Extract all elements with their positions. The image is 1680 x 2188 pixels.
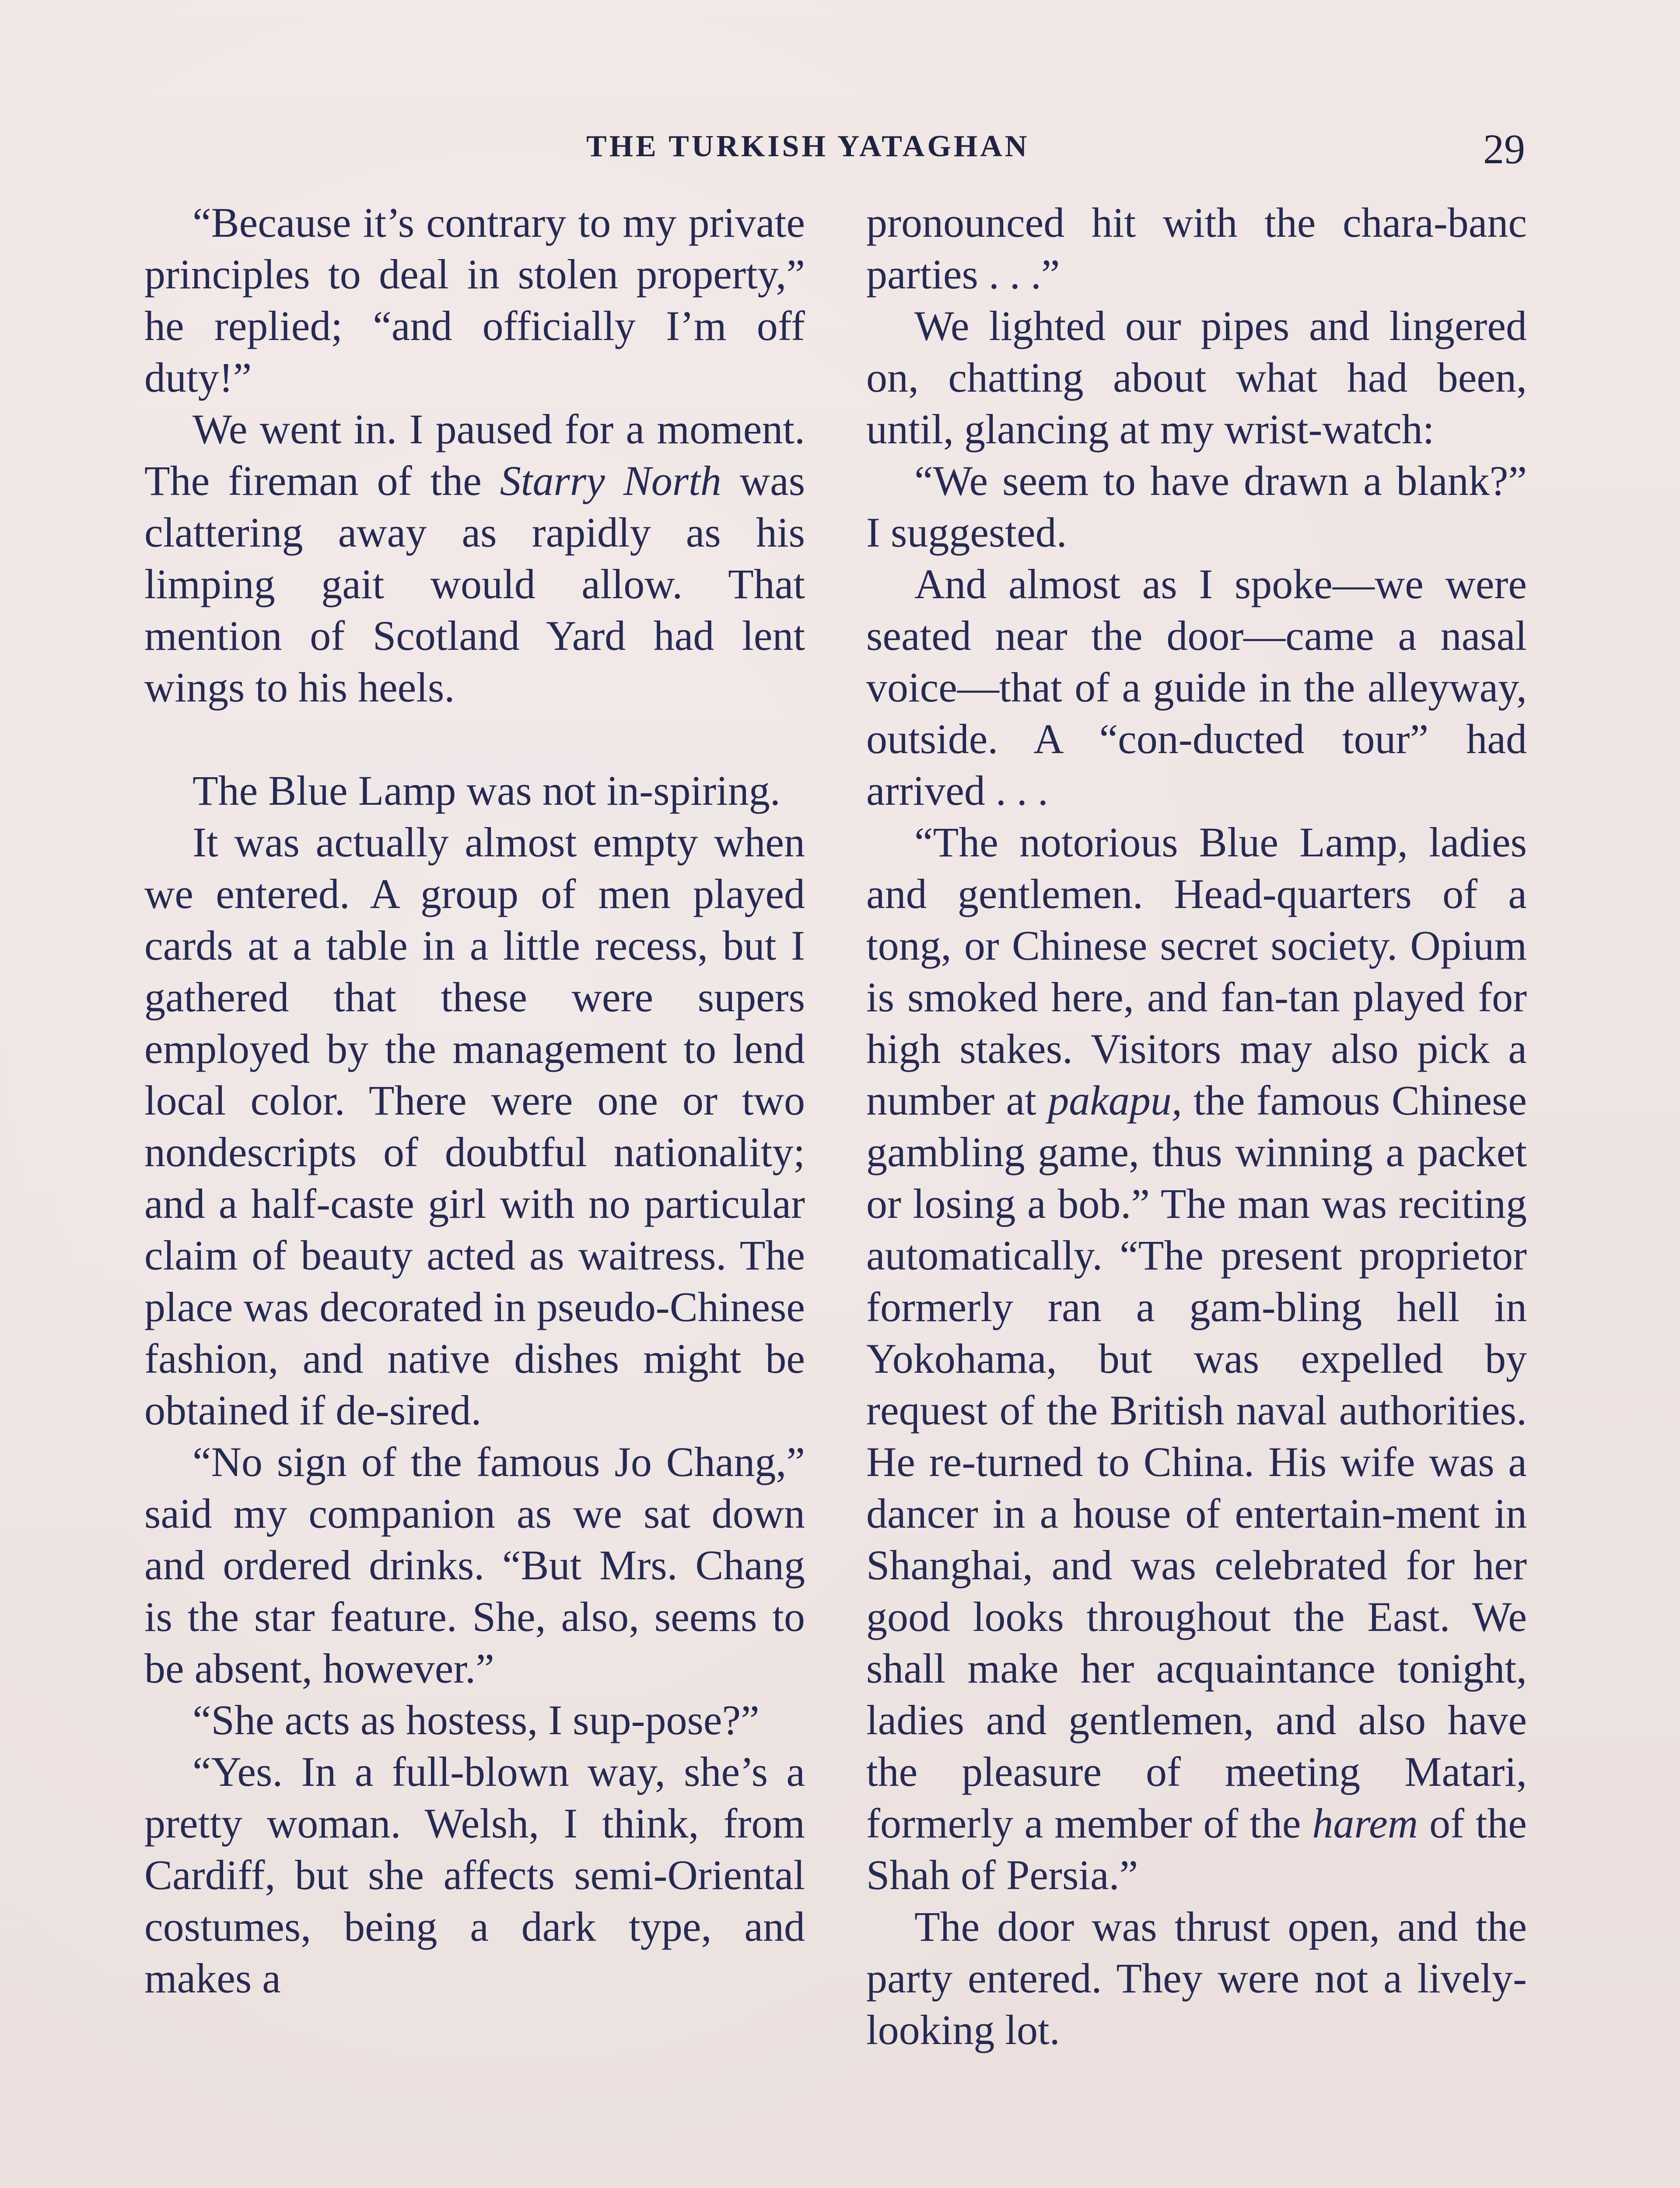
running-title: THE TURKISH YATAGHAN: [586, 130, 1030, 163]
paragraph: [866, 817, 1527, 1901]
paragraph-text: “The notorious Blue Lamp, ladies and gentlemen. Head-quarters of a tong, or Chinese secret society. Opium is smoked here, and fan-tan played for high stakes. Visitors may also pick a number at: [866, 819, 1527, 1124]
paragraph: The door was thrust open, and the party entered. They were not a lively-looking lot.: [866, 1903, 1527, 2053]
page-number: 29: [1483, 126, 1525, 172]
right-text-column: [866, 197, 1527, 2056]
paragraph-text: We went in. I paused for a moment. The fireman of the: [144, 406, 805, 504]
paragraph: “Yes. In a full-blown way, she’s a pretty woman. Welsh, I think, from Cardiff, but she affects semi-Oriental costumes, being a dark type, and makes a: [144, 1748, 805, 2002]
paragraph-text: was clattering away as rapidly as his limping gait would allow. That mention of Scotland Yard had lent wings to his heels.: [144, 457, 805, 711]
italic-word: pakapu,: [1048, 1077, 1182, 1124]
paragraph: pronounced hit with the chara-banc parties . . .”: [866, 199, 1527, 298]
italic-ship-name: Starry North: [500, 457, 721, 504]
paragraph-text: of the Shah of Persia.”: [866, 1800, 1527, 1898]
paragraph: “No sign of the famous Jo Chang,” said my companion as we sat down and ordered drinks. “But Mrs. Chang is the star feature. She, also, seems to be absent, however.”: [144, 1438, 805, 1692]
paragraph: “Because it’s contrary to my private principles to deal in stolen property,” he replied; “and officially I’m off duty!”: [144, 199, 805, 401]
paragraph: [144, 403, 805, 713]
paragraph: It was actually almost empty when we entered. A group of men played cards at a table in a little recess, but I gathered that these were supers employed by the management to lend local color. There were one or two nondescripts of doubtful nationality; and a half-caste girl with no particular claim of beauty acted as waitress. The place was decorated in pseudo-Chinese fashion, and native dishes might be obtained if de-sired.: [144, 819, 805, 1434]
paragraph: “She acts as hostess, I sup-pose?”: [192, 1697, 760, 1743]
paragraph: “We seem to have drawn a blank?” I suggested.: [866, 457, 1527, 556]
paragraph: The Blue Lamp was not in-spiring.: [192, 767, 780, 814]
italic-word: harem: [1312, 1800, 1418, 1847]
paragraph: And almost as I spoke—we were seated near the door—came a nasal voice—that of a guide in the alleyway, outside. A “con-ducted tour” had arrived . . .: [866, 561, 1527, 814]
paragraph: We lighted our pipes and lingered on, chatting about what had been, until, glancing at my wrist-watch:: [866, 302, 1527, 452]
left-text-column: [144, 197, 805, 2004]
paragraph-text: the famous Chinese gambling game, thus winning a packet or losing a bob.” The man was reciting automatically. “The present proprietor formerly ran a gam-bling hell in Yokohama, but was expelled by request of the British naval authorities. He re-turned to China. His wife was a dancer in a house of entertain-ment in Shanghai, and was celebrated for her good looks throughout the East. We shall make her acquaintance tonight, ladies and gentlemen, and also have the pleasure of meeting Matari, formerly a member of the: [866, 1077, 1527, 1847]
